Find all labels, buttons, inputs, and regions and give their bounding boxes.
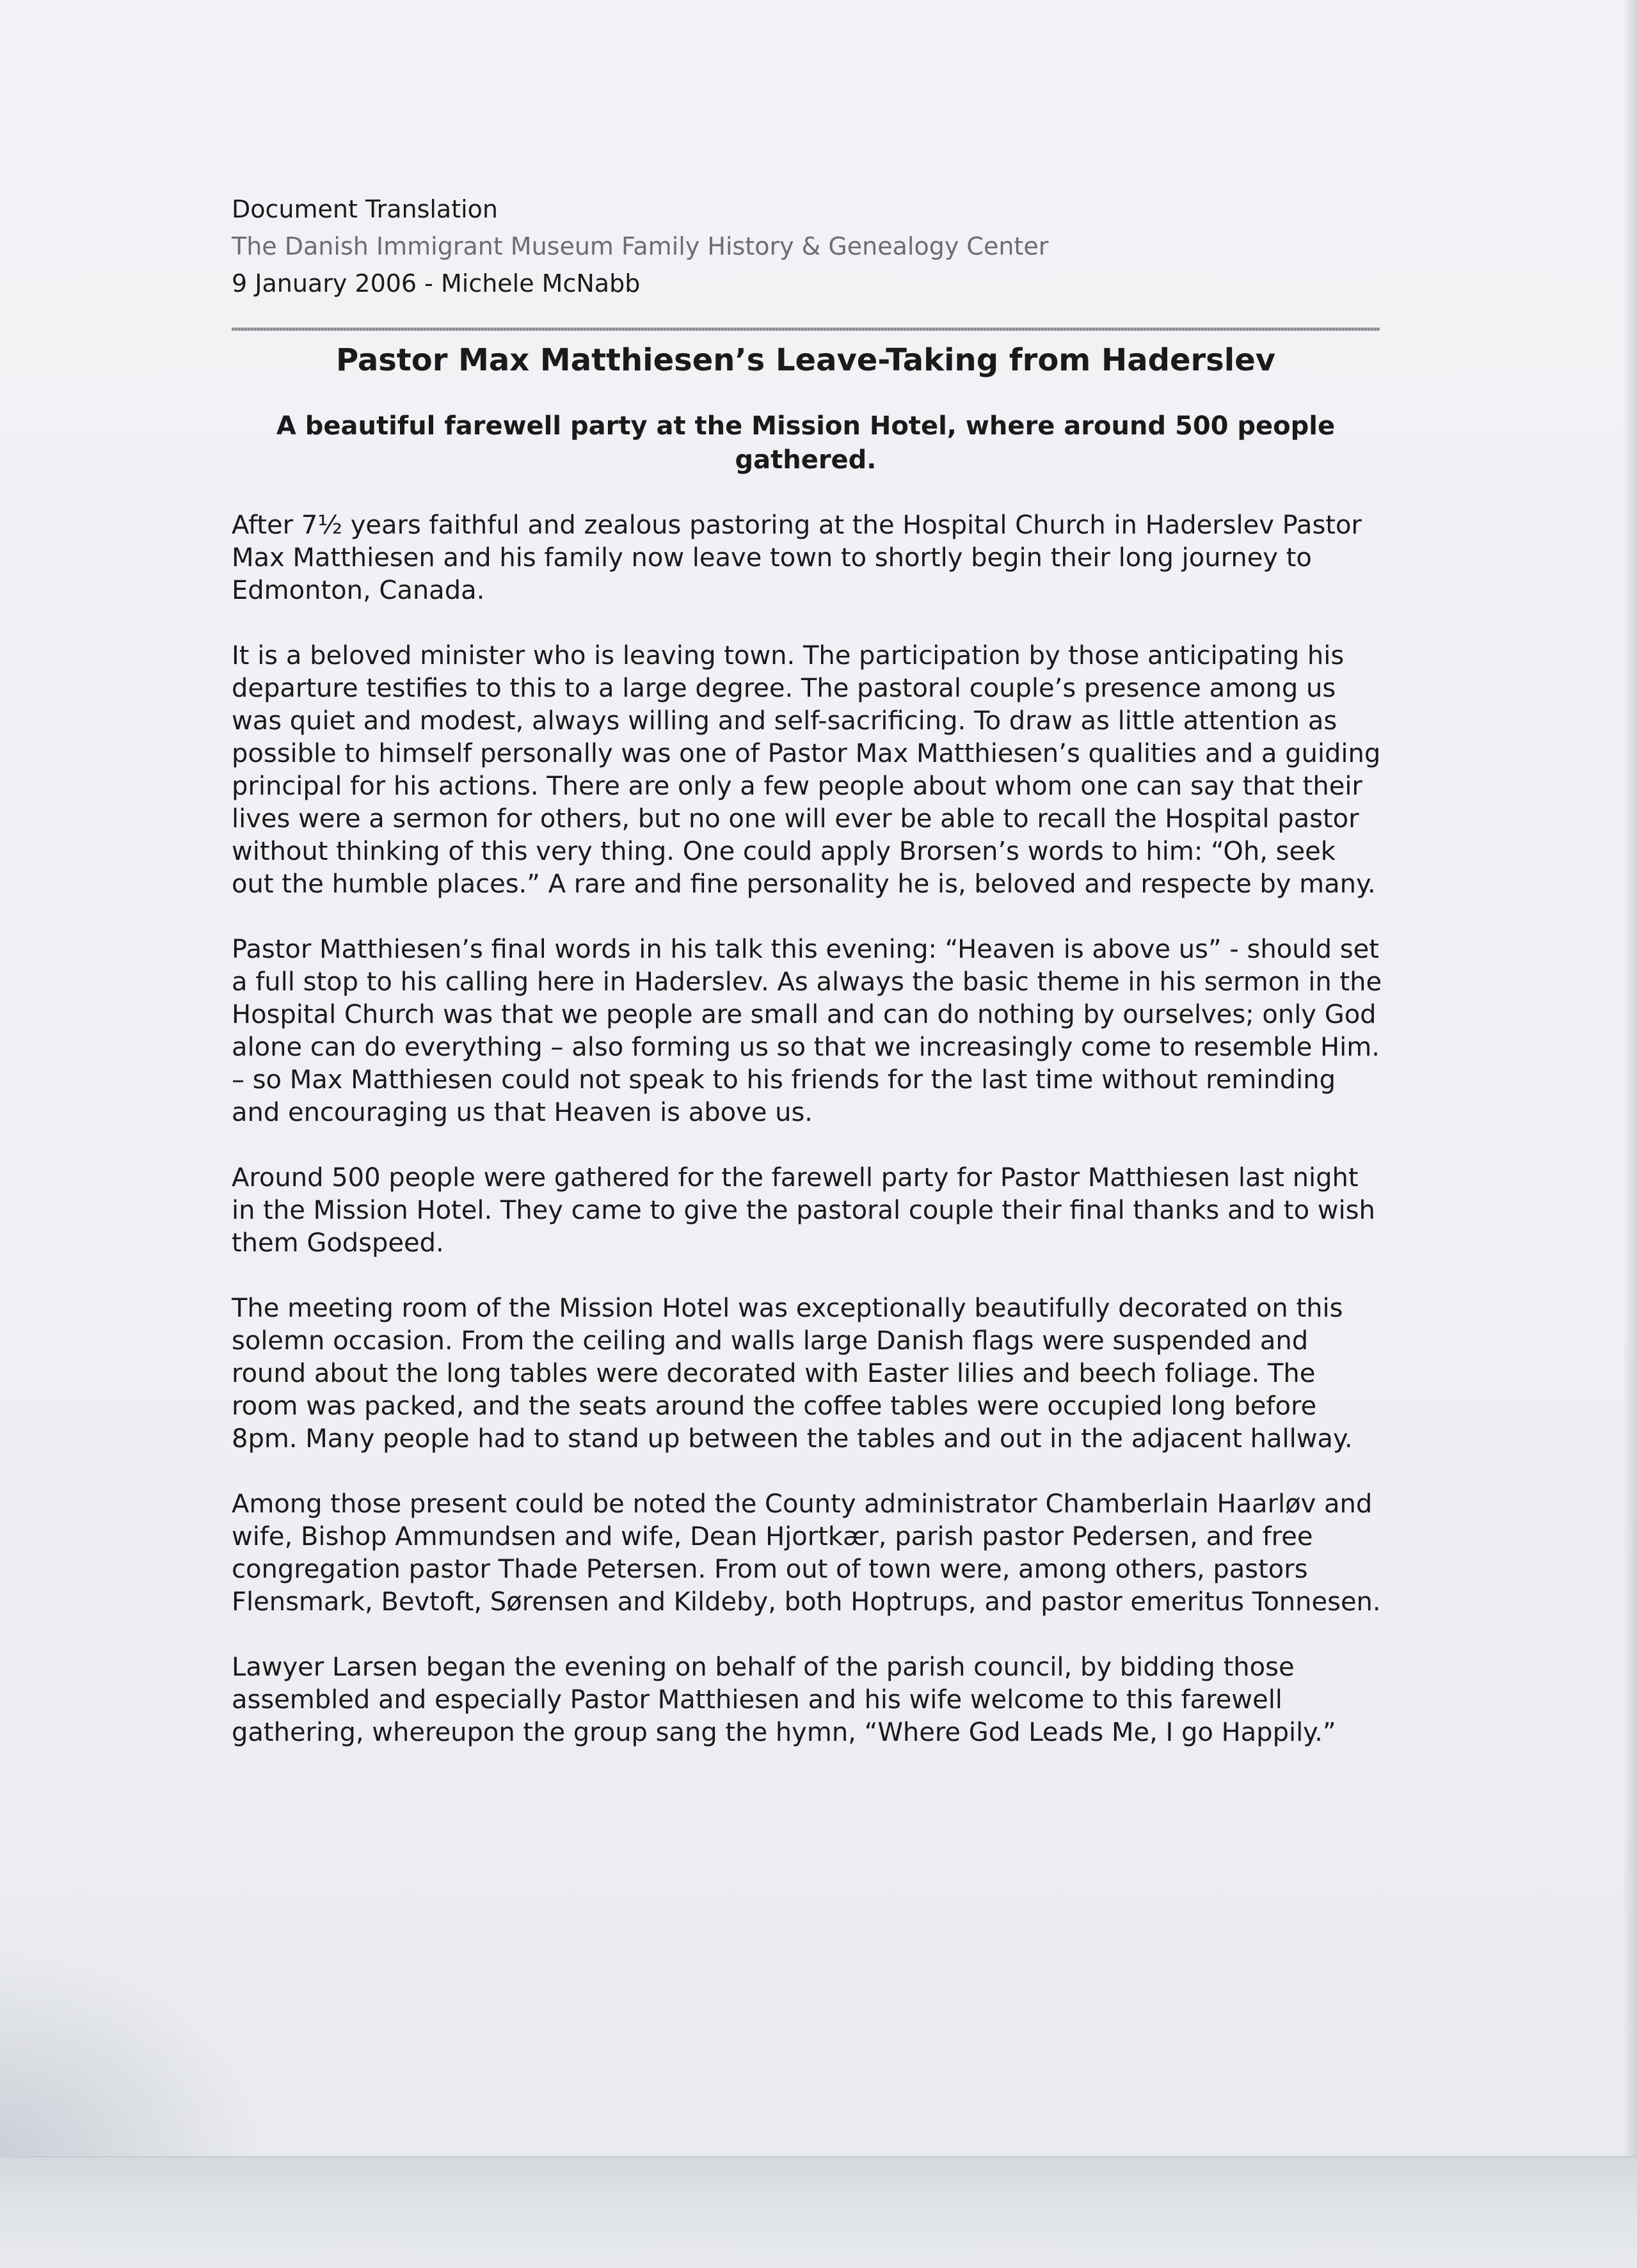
- article-paragraph: Pastor Matthiesen’s final words in his talk this evening: “Heaven is above us” - should set a full stop to his calling here in Haderslev. As always the basic theme in his sermon in the Hospital Church was that we people are small and can do nothing by ourselves; only God alone can do everything – also forming us so that we increasingly come to resemble Him. – so Max Matthiesen could not speak to his friends for the last time without reminding and encouraging us that Heaven is above us.: [232, 935, 1382, 1127]
- paper-fold-shadow: [0, 1939, 269, 2156]
- header-document-type: Document Translation: [232, 195, 498, 223]
- header-divider: [232, 328, 1380, 331]
- article-subtitle: A beautiful farewell party at the Mission Hotel, where around 500 people gathered.: [276, 411, 1336, 475]
- scanner-bed-strip: [0, 2156, 1637, 2268]
- article-paragraph: Around 500 people were gathered for the farewell party for Pastor Matthiesen last night in the Mission Hotel. They came to give the pastoral couple their final thanks and to wish them Godspeed.: [232, 1163, 1375, 1258]
- article-paragraph: The meeting room of the Mission Hotel was exceptionally beautifully decorated on this solemn occasion. From the ceiling and walls large Danish flags were suspended and round about the long tables were decorated with Easter lilies and beech foliage. The room was packed, and the seats around the coffee tables were occupied long before 8pm. Many people had to stand up between the tables and out in the adjacent hallway.: [232, 1294, 1353, 1454]
- page-right-edge: [1623, 0, 1637, 2156]
- article-paragraph: After 7½ years faithful and zealous pastoring at the Hospital Church in Haderslev Pastor Max Matthiesen and his family now leave town to shortly begin their long journey to Edmonton, Canada.: [232, 511, 1362, 605]
- document-header: [232, 191, 1048, 302]
- article-body: [232, 509, 1384, 1749]
- header-date-translator: 9 January 2006 - Michele McNabb: [232, 269, 641, 297]
- article-paragraph: Lawyer Larsen began the evening on behalf of the parish council, by bidding those assembled and especially Pastor Matthiesen and his wife welcome to this farewell gathering, whereupon the group sang the hymn, “Where God Leads Me, I go Happily.”: [232, 1653, 1336, 1747]
- header-organization: The Danish Immigrant Museum Family History & Genealogy Center: [232, 232, 1049, 260]
- article-paragraph: Among those present could be noted the County administrator Chamberlain Haarløv and wife, Bishop Ammundsen and wife, Dean Hjortkær, parish pastor Pedersen, and free congregation pastor Thade Petersen. From out of town were, among others, pastors Flensmark, Bevtoft, Sørensen and Kildeby, both Hoptrups, and pastor emeritus Tonnesen.: [232, 1489, 1381, 1617]
- article-paragraph: It is a beloved minister who is leaving town. The participation by those anticipating his departure testifies to this to a large degree. The pastoral couple’s presence among us was quiet and modest, always willing and self-sacrificing. To draw as little attention as possible to himself personally was one of Pastor Max Matthiesen’s qualities and a guiding principal for his actions. There are only a few people about whom one can say that their lives were a sermon for others, but no one will ever be able to recall the Hospital pastor without thinking of this very thing. One could apply Brorsen’s words to him: “Oh, seek out the humble places.” A rare and fine personality he is, beloved and respecte by many.: [232, 641, 1381, 899]
- article-title: Pastor Max Matthiesen’s Leave-Taking from Haderslev: [335, 342, 1276, 378]
